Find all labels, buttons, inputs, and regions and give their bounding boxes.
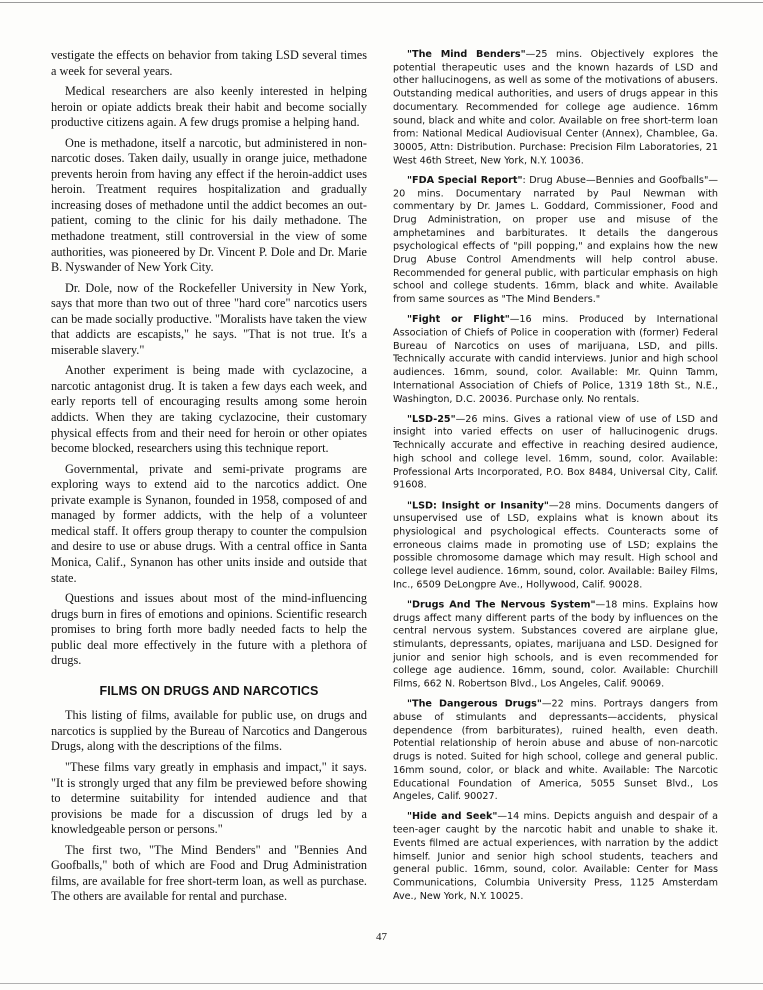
paragraph: The first two, "The Mind Benders" and "Bennies And Goofballs," both of which are Food and Drug Administration films, are available for free short-term loan, as well as purchase. The others are available for rental and purchase. xyxy=(51,842,367,904)
film-entry xyxy=(393,598,718,691)
film-description: —22 mins. Portrays dangers from abuse of stimulants and depressants—accidents, physical dependence (from barbiturates), ruined health, even death. Potential relationship of heroin abuse and abuse of non-narcotic drugs is noted. Suited for high school, college and general public. 16mm sound, color, or black and white. Available: The Narcotic Educational Foundation of America, 5055 Sunset Blvd., Los Angeles, Calif. 90027. xyxy=(393,697,718,803)
paragraph: Another experiment is being made with cyclazocine, a narcotic antagonist drug. It is taken a few days each week, and early reports tell of encouraging results among some heroin addicts. When they are taking cyclazocine, their customary physical effects from and their need for heroin or other opiates become blocked, researchers using this technique report. xyxy=(51,363,367,456)
film-description: —25 mins. Objectively explores the potential therapeutic uses and the known hazards of LSD and other hallucinogens, as well as some of the motivations of abusers. Outstanding medical authorities, and users of drugs appear in this documentary. Recommended for college age audience. 16mm sound, black and white and color. Available on free short-term loan from: National Medical Audiovisual Center (Annex), Chamblee, Ga. 30005, Attn: Distribution. Purchase: Precision Film Laboratories, 21 West 46th Street, New York, N.Y. 10036. xyxy=(393,48,718,166)
film-entry xyxy=(393,313,718,406)
paragraph: Medical researchers are also keenly interested in helping heroin or opiate addicts break their habit and become socially productive citizens again. A few drugs promise a helping hand. xyxy=(51,84,367,130)
film-entry xyxy=(393,698,718,804)
bottom-rule xyxy=(0,983,763,984)
film-title: "The Mind Benders" xyxy=(407,48,526,60)
paragraph: Governmental, private and semi-private programs are exploring ways to extend aid to the narcotics addict. One private example is Synanon, founded in 1958, composed of and managed by former addicts, with the help of a volunteer medical staff. It offers group therapy to counter the compulsion and desire to use or abuse drugs. With a central office in Santa Monica, Calif., Synanon has other units inside and outside that state. xyxy=(51,461,367,585)
paragraph: This listing of films, available for public use, on drugs and narcotics is supplied by the Bureau of Narcotics and Dangerous Drugs, along with the descriptions of the films. xyxy=(51,708,367,754)
film-description: —26 mins. Gives a rational view of use of LSD and insight into varied effects on user of hallucinogenic drugs. Technically accurate and effective in reaching desired audience, high school and college level. 16mm, sound, color. Available: Professional Arts Incorporated, P.O. Box 8484, Universal City, Calif. 91608. xyxy=(393,412,718,491)
paragraph: "These films vary greatly in emphasis and impact," it says. "It is strongly urged that any film be previewed before showing to determine suitability for intended audience and that provisions be made for a discussion of drugs led by a knowledgeable person or persons." xyxy=(51,759,367,837)
section-heading: FILMS ON DRUGS AND NARCOTICS xyxy=(99,683,319,698)
film-title: "Drugs And The Nervous System" xyxy=(407,598,596,610)
film-description: —28 mins. Documents dangers of unsupervised use of LSD, explains what is known about its physiological and psychological effects. Counteracts some of erroneous claims made in promoting use of LSD; explains the possible chromosome damage which may result. High school and college level audience. 16mm, sound, color. Available: Bailey Films, Inc., 6509 DeLongpre Ave., Hollywood, Calif. 90028. xyxy=(393,498,718,590)
film-title: "Hide and Seek" xyxy=(407,810,498,823)
film-listing-column xyxy=(393,48,718,910)
film-title: "LSD-25" xyxy=(407,412,456,425)
film-title: "FDA Special Report" xyxy=(407,173,523,186)
paragraph: Dr. Dole, now of the Rockefeller University in New York, says that more than two out of three "hard core" narcotics users can be made socially productive. "Moralists have taken the view that addicts are escapists," he says. "That is not true. It's a miserable slavery." xyxy=(51,280,367,357)
film-title: "The Dangerous Drugs" xyxy=(407,697,542,710)
paragraph: vestigate the effects on behavior from taking LSD several times a week for several years. xyxy=(51,48,367,78)
page-number: 47 xyxy=(376,931,387,943)
film-title: "Fight or Flight" xyxy=(407,313,510,325)
film-title: "LSD: Insight or Insanity" xyxy=(407,498,549,511)
film-entry xyxy=(393,499,718,592)
film-entry xyxy=(393,413,718,492)
film-entry xyxy=(393,174,718,306)
film-description: —16 mins. Produced by International Association of Chiefs of Police in cooperation with (former) Federal Bureau of Narcotics on uses of marijuana, LSD, and pills. Technically accurate with candid interviews. Junior and high school audiences. 16mm, sound, color. Available: Mr. Quinn Tamm, International Association of Chiefs of Police, 1319 18th St., N.E., Washington, D.C. 20036. Purchase only. No rentals. xyxy=(393,313,718,405)
top-rule xyxy=(0,2,763,3)
film-entry xyxy=(393,810,718,903)
film-description: —18 mins. Explains how drugs affect many different parts of the body by influences on the central nervous system. Substances covered are airplane glue, stimulants, depressants, opiates, marijuana and LSD. Designed for junior and senior high schools, and is even recommended for college age audience. 16mm, sound, color. Available: Churchill Films, 662 N. Robertson Blvd., Los Angeles, Calif. 90069. xyxy=(393,598,718,690)
left-column xyxy=(51,48,367,910)
paragraph: One is methadone, itself a narcotic, but administered in non-narcotic doses. Taken daily, usually in orange juice, methadone prevents heroin from having any effect if the heroin-addict uses heroin. Treatment requires hospitalization and gradually increasing doses of methadone until the addict becomes an out-patient, coming to the clinic for his daily methadone. The methadone treatment, still controversial in the view of some authorities, was pioneered by Dr. Vincent P. Dole and Dr. Marie B. Nyswander of New York City. xyxy=(51,135,367,275)
film-description: —14 mins. Depicts anguish and despair of a teen-ager caught by the narcotic habit and unable to shake it. Events filmed are actual experiences, with narration by the addict himself. Junior and senior high school students, teachers and general public. 16mm, sound, color. Available: Center for Mass Communications, Columbia University Press, 1125 Amsterdam Ave., New York, N.Y. 10025. xyxy=(393,810,718,902)
film-description: : Drug Abuse—Bennies and Goofballs"—20 mins. Documentary narrated by Paul Newman with commentary by Dr. James L. Goddard, Commissioner, Food and Drug Administration, on proper use and misuse of the amphetamines and barbiturates. It details the dangerous psychological effects of "pill popping," and explains how the new Drug Abuse Control Amendments will help control abuse. Recommended for general public, with particular emphasis on high school and college students. 16mm, black and white. Available from same sources as "The Mind Benders." xyxy=(393,173,718,305)
film-entry xyxy=(393,48,718,167)
paragraph: Questions and issues about most of the mind-influencing drugs burn in fires of emotions and opinions. Scientific research promises to bring forth more badly needed facts to help the public deal more effectively in the future with a plethora of drugs. xyxy=(51,591,367,668)
